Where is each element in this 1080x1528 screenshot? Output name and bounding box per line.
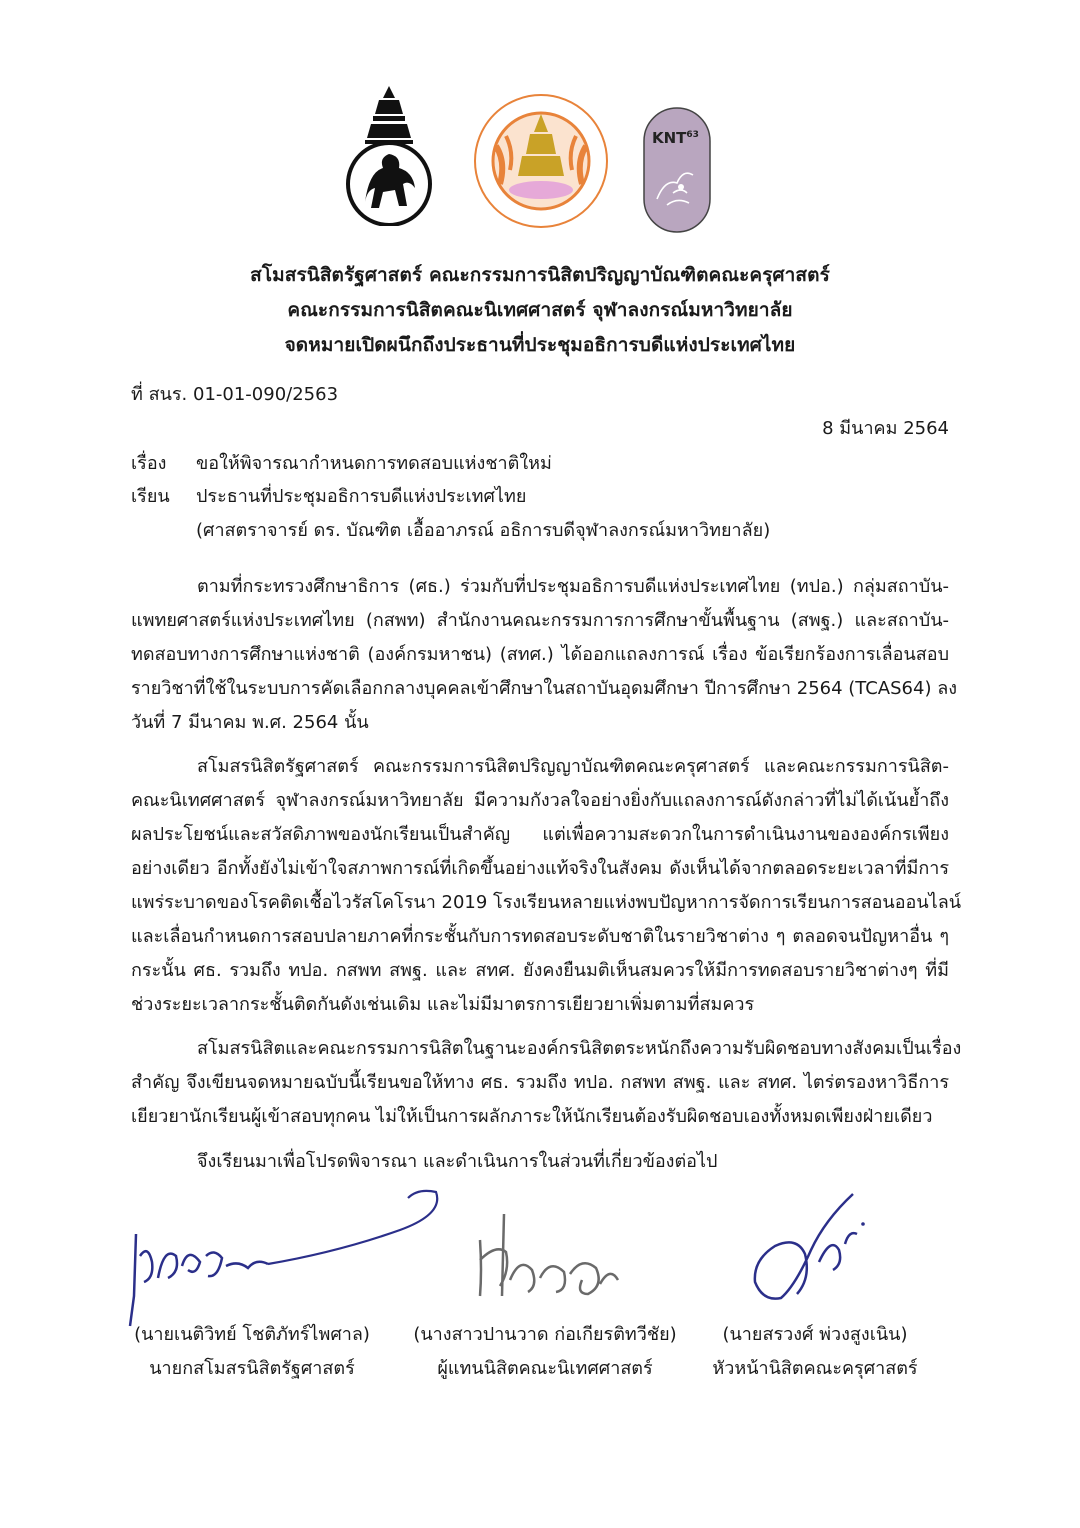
paragraph-line: กระนั้น ศธ. รวมถึง ทปอ. กสพท สพฐ. และ สทศ. ยังคงยืนมติเห็นสมควรให้มีการทดสอบรายวิชาต่างๆ ที่มี xyxy=(131,960,949,981)
paragraph-line: จึงเรียนมาเพื่อโปรดพิจารณา และดำเนินการในส่วนที่เกี่ยวข้องต่อไป xyxy=(197,1151,718,1172)
paragraph-line: อย่างเดียว อีกทั้งยังไม่เข้าใจสภาพการณ์ที่เกิดขึ้นอย่างแท้จริงในสังคม ดังเห็นได้จากตลอดระยะเวลาที่มีการ xyxy=(131,858,949,879)
signatory-3-name: (นายสรวงศ์ พ่วงสูงเนิน) xyxy=(722,1324,908,1345)
paragraph-line: ตามที่กระทรวงศึกษาธิการ (ศธ.) ร่วมกับที่ประชุมอธิการบดีแห่งประเทศไทย (ทปอ.) กลุ่มสถาบัน- xyxy=(197,576,949,597)
paragraph-line: แพร่ระบาดของโรคติดเชื้อไวรัสโคโรนา 2019 โรงเรียนหลายแห่งพบปัญหาการจัดการเรียนการสอนออนไลน์ xyxy=(131,892,962,913)
paragraph-line: วันที่ 7 มีนาคม พ.ศ. 2564 นั้น xyxy=(131,712,369,733)
paragraph-line: และเลื่อนกำหนดการสอบปลายภาคที่กระชั้นกับการทดสอบระดับชาติในรายวิชาต่าง ๆ ตลอดจนปัญหาอื่น ๆ xyxy=(131,926,949,947)
paragraph-line: เยียวยานักเรียนผู้เข้าสอบทุกคน ไม่ให้เป็นการผลักภาระให้นักเรียนต้องรับผิดชอบเองทั้งหมดเพียงฝ่ายเดียว xyxy=(131,1106,933,1127)
signatory-1-title: นายกสโมสรนิสิตรัฐศาสตร์ xyxy=(149,1358,355,1379)
paragraph-line: สำคัญ จึงเขียนจดหมายฉบับนี้เรียนขอให้ทาง ศธ. รวมถึง ทปอ. กสพท สพฐ. และ สทศ. ไตร่ตรองหาวิธีการ xyxy=(131,1072,949,1093)
recipient-text: ประธานที่ประชุมอธิการบดีแห่งประเทศไทย xyxy=(196,486,527,507)
signatory-2-title: ผู้แทนนิสิตคณะนิเทศศาสตร์ xyxy=(437,1358,653,1379)
paragraph-line: คณะนิเทศศาสตร์ จุฬาลงกรณ์มหาวิทยาลัย มีความกังวลใจอย่างยิ่งกับแถลงการณ์ดังกล่าวที่ไม่ได้เน้นย้ำถึง xyxy=(131,790,949,811)
signature-3 xyxy=(745,1190,875,1310)
knt-label: KNT$^{63}$ xyxy=(652,129,699,147)
subject-text: ขอให้พิจารณากำหนดการทดสอบแห่งชาติใหม่ xyxy=(196,453,552,474)
subject-label: เรื่อง xyxy=(131,453,167,474)
paragraph-line: รายวิชาที่ใช้ในระบบการคัดเลือกกลางบุคคลเข้าศึกษาในสถาบันอุดมศึกษา ปีการศึกษา 2564 (TCAS64) ลง xyxy=(131,678,958,699)
paragraph-line: ช่วงระยะเวลากระชั้นติดกันดังเช่นเดิม และไม่มีมาตรการเยียวยาเพิ่มตามที่สมควร xyxy=(131,994,755,1015)
signature-2 xyxy=(470,1200,630,1310)
letter-date: 8 มีนาคม 2564 xyxy=(822,418,949,439)
header-line-1: สโมสรนิสิตรัฐศาสตร์ คณะกรรมการนิสิตปริญญาบัณฑิตคณะครุศาสตร์ xyxy=(250,264,830,286)
paragraph-line: สโมสรนิสิตรัฐศาสตร์ คณะกรรมการนิสิตปริญญาบัณฑิตคณะครุศาสตร์ และคณะกรรมการนิสิต- xyxy=(197,756,949,777)
recipient-detail: (ศาสตราจารย์ ดร. บัณฑิต เอื้ออาภรณ์ อธิการบดีจุฬาลงกรณ์มหาวิทยาลัย) xyxy=(196,520,771,541)
recipient-label: เรียน xyxy=(131,486,170,507)
reference-number: ที่ สนร. 01-01-090/2563 xyxy=(131,384,339,405)
education-committee-seal xyxy=(472,92,610,230)
paragraph-line: สโมสรนิสิตและคณะกรรมการนิสิตในฐานะองค์กรนิสิตตระหนักถึงความรับผิดชอบทางสังคมเป็นเรื่อง xyxy=(197,1038,962,1059)
paragraph-line: ผลประโยชน์และสวัสดิภาพของนักเรียนเป็นสำคัญ แต่เพื่อความสะดวกในการดำเนินงานขององค์กรเพียง xyxy=(131,824,949,845)
political-science-seal xyxy=(343,84,435,226)
knt63-badge xyxy=(643,107,711,233)
paragraph-line: แพทยศาสตร์แห่งประเทศไทย (กสพท) สำนักงานคณะกรรมการการศึกษาขั้นพื้นฐาน (สพฐ.) และสถาบัน- xyxy=(131,610,949,631)
signatory-2-name: (นางสาวปานวาด ก่อเกียรติทวีชัย) xyxy=(413,1324,677,1345)
header-line-2: คณะกรรมการนิสิตคณะนิเทศศาสตร์ จุฬาลงกรณ์มหาวิทยาลัย xyxy=(287,299,793,321)
header-line-3: จดหมายเปิดผนึกถึงประธานที่ประชุมอธิการบดีแห่งประเทศไทย xyxy=(284,334,796,356)
signatory-3-title: หัวหน้านิสิตคณะครุศาสตร์ xyxy=(712,1358,918,1379)
paragraph-line: ทดสอบทางการศึกษาแห่งชาติ (องค์กรมหาชน) (สทศ.) ได้ออกแถลงการณ์ เรื่อง ข้อเรียกร้องการเลื่อนสอบ xyxy=(131,644,949,665)
signature-1 xyxy=(118,1186,448,1336)
signatory-1-name: (นายเนติวิทย์ โชติภัทร์ไพศาล) xyxy=(134,1324,370,1345)
